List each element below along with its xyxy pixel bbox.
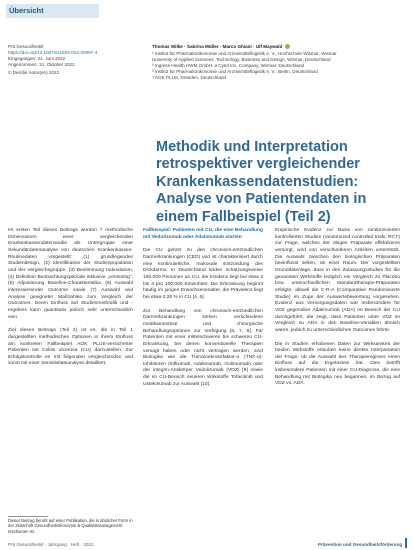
orcid-icon[interactable] (285, 44, 290, 49)
footer-accent-bar (405, 538, 407, 548)
evidence-paragraph-2: Die in Studien erhobenen Daten zur Wirksamkeit der beiden Wirkstoffe erlauben keine direkte Interpretation der Frage, ob die Auswahl des Therapieregimes einen Einfluss auf die Ergebnisse hat. Dies betrifft insbesondere Patienten mit einer CU-Diagnose, die eine Behandlung mit Biologika neu begannen, im Bezug auf VDZ vs. ADA. (275, 341, 400, 387)
footnote-rule (8, 516, 48, 517)
intro-paragraph: Im ersten Teil dieses Beitrags wurden 7 methodische Dimensionen einer vergleichenden Krankenkassendatenstudie als Untergruppe einer Sekundärdatenanalyse von deutschen Krankenkassen-Routinedaten vorgestellt: (1) grundlegendes Studiendesign, (2) Identifikation der Studienpopulation und der Vergleichsgruppe, (3) Bestimmung Indexdatum, (4) Definition Beobachtungsperiode inklusive „censoring", (5) Adjustierung Baseline-Charakteristika, (6) Auswahl interessierender Outcome sowie (7) Auswahl und Analyse geeigneter Maßzahlen zum Vergleich der Outcomes. Deren Einfluss auf Studienmethodik und -ergebnis kann quantitativ jedoch sehr unterschiedlich sein. (8, 228, 133, 320)
affiliation-1b: University of Applied Sciences, Technology, Business and Design, Wismar, Deutschland (152, 57, 331, 62)
affiliation-3: ³ Institut für Pharmakoökonomie und Arzneimittellogistik e. V., Berlin, Deutschland (152, 69, 318, 74)
affiliation-2: ² Ingress-Health HWM GmbH, a Cytel Inc. Company, Wismar, Deutschland (152, 63, 305, 68)
section-tag: Übersicht (6, 4, 99, 18)
accepted-date: Angenommen: 31. Oktober 2022 (8, 62, 75, 67)
evidence-paragraph-1: Empirische Evidenz zur Basis von randomisierten kontrollierten Studien (randomized controlled trials, RCT) zur Frage, welches der obigen Präparate effektiveres versorgt, wird von verschiedenen Arbeiten unterstützt. Die Auswahl zwischen den biologischen Präparaten beeinflusst selten, ob einer Raum. Der vorgestellten Grunddatenlage, dass in den Zulassungsstudien für die genannten Wirkstoffe lediglich ein Vergleich zu Placebo bzw. unterschiedlichen Standardtherapie-Präparaten erfolgte, aktuell die C-R-A (Comparative Randomisierte Studie) im Zuge der Auswertebewertung vorgesehen. Evidenz aus Versorgungsdaten war insbesondere für VDZ gegenüber Adalimumab (ADA) im Bereich der CU durchgeführt, die zeigt, dass Patienten unter VDZ im Vergleich zu ADA in den Baseline-Variablen ähnlich waren, jedoch zu unterschiedlichen Outcomes führte. (275, 228, 400, 333)
received-date: Eingegangen: 21. Juni 2022 (8, 56, 66, 61)
article-metadata (8, 44, 128, 76)
column-1 (8, 228, 133, 375)
author-names: Thomas Wilke · Sabrina Müller · Marco Ghiani · Ulf Maywald (152, 44, 402, 50)
author-block (152, 44, 402, 81)
aim-paragraph: Ziel dieses Beitrags (Teil 2) ist es, die in Teil 1 dargestellten methodischen Optionen in ihrem Einfluss am konkreten Fallbeispiel AOK PLUS-versicherter Patienten mit Colitis ulcerosa (CU) darzustellen. Zur Erfolgskontrolle es mit folgenden vergleichenden und sonst mit einer Sensitivitätsanalyse detailliert. (8, 328, 133, 367)
article-title: Methodik und Interpretation retrospektiver vergleichender Krankenkassendatenstudien: Analyse von Patientendaten in einem Fallbeispiel (Teil 2) (156, 139, 367, 225)
copyright: © Der/die Autor(en) 2022 (8, 70, 60, 75)
footer-journal: Prä Gesundheitsf · Jahrgang · Heft · 2022 (8, 542, 94, 547)
case-paragraph-1: Die CU gehört zu den chronisch-entzündlichen Darmerkrankungen (CED) und ist charakterisiert durch eine kontinuierliche, mukosale Entzündung des Dickdarms. In Deutschland leiden schätzungsweise 150.000 Personen an CU, die Inzidenz liegt bei etwa 3 bis 4 pro 100.000 Einwohner. Die Erkrankung beginnt häufig im jungen Erwachsenenalter, die Prävalenz liegt bei etwa 0,26 % in CU [4, 6]. (143, 248, 263, 300)
column-2 (143, 228, 263, 395)
footnote: Dieser Beitrag beruht auf einer Publikation, die in ähnlicher Form in der Zeitschrift Gesundheitsökonomie & Qualitätsmanagement erschienen ist. (8, 518, 133, 534)
doi-link[interactable]: https://doi.org/10.1007/s11553-022-00997-4 (8, 50, 98, 55)
case-study-heading: Fallbeispiel: Patienten mit CU, die eine Behandlung mit Vedolizumab oder Adalimumab starten (143, 228, 263, 240)
case-paragraph-2: Zur Behandlung von chronisch-entzündlichen Darmerkrankungen stehen verschiedene medikamentöse und chirurgische Behandlungsoptionen zur Verfügung [6, 7, 8]. Für Patienten mit einer mittelschweren bis schweren CU-Erkrankung, bei denen konventionelle Therapien versagt haben oder nicht vertragen werden, sind Biologika wie die Tumornekrosefaktor-α (TNF-α)-Inhibitoren (Infliximab, Adalimumab, Golimumab) oder der integrin-Antikörper Vedolizumab (VDZ) [9] sowie die im CU-Bereich neueren Wirkstoffe Tofacitinib und Ustekinumab zur Auswahl [10]. (143, 308, 263, 387)
footer-section: Prävention und Gesundheitsförderung (318, 542, 403, 547)
column-3 (275, 228, 400, 395)
affiliation-4: ⁴ AOK PLUS, Dresden, Deutschland (152, 75, 226, 80)
journal-name: Prä Gesundheitsf (8, 44, 44, 49)
affiliation-1: ¹ Institut für Pharmakoökonomie und Arzneimittellogistik e. V., Hochschule Wismar, Wismar (152, 51, 337, 56)
